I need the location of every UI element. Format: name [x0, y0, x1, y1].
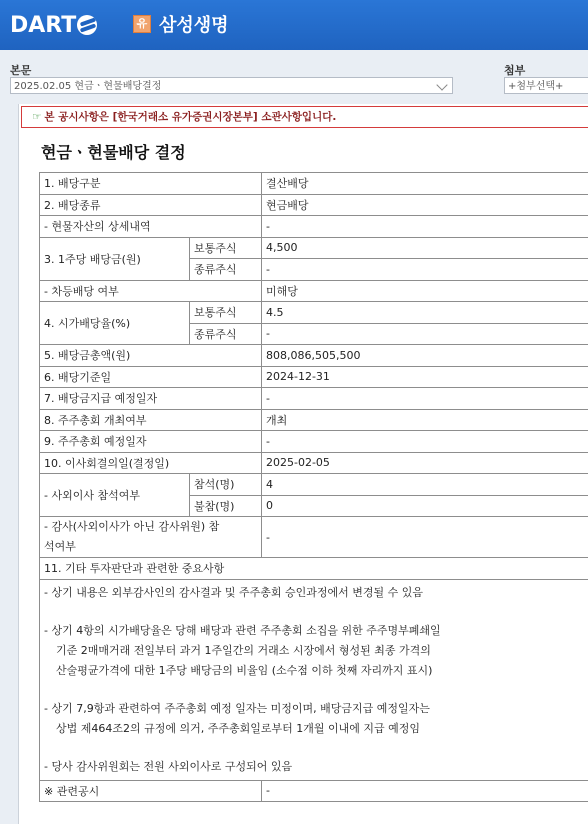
- row-value: -: [262, 323, 588, 345]
- row-sublabel: 보통주식: [190, 237, 262, 259]
- row-label: - 현물자산의 상세내역: [40, 216, 262, 238]
- row-label-line: - 감사(사외이사가 아닌 감사위원) 참: [44, 517, 257, 537]
- row-label: 10. 이사회결의일(결정일): [40, 452, 262, 474]
- attach-select[interactable]: [504, 77, 588, 94]
- attach-select-value: +첨부선택+: [508, 81, 563, 92]
- company-name[interactable]: 삼성생명: [159, 11, 229, 37]
- row-value: 0: [262, 495, 588, 517]
- body-select[interactable]: [10, 77, 453, 94]
- dart-globe-icon: [77, 15, 97, 35]
- dart-logo[interactable]: [10, 13, 97, 37]
- row-value: -: [262, 517, 588, 558]
- row-value: 4: [262, 474, 588, 496]
- note-line: 상법 제464조2의 규정에 의거, 주주총회일로부터 1개월 이내에 지급 예정임: [44, 719, 586, 739]
- row-label: 2. 배당종류: [40, 194, 262, 216]
- row-label: 5. 배당금총액(원): [40, 345, 262, 367]
- row-value: -: [262, 431, 588, 453]
- notes-cell: [40, 579, 588, 780]
- row-value: 4.5: [262, 302, 588, 324]
- row-value: 808,086,505,500: [262, 345, 588, 367]
- table-row: [40, 366, 588, 388]
- row-value: 결산배당: [262, 173, 588, 195]
- table-row: [40, 173, 588, 195]
- note-line: - 상기 7,9항과 관련하여 주주총회 예정 일자는 미정이며, 배당금지급 예정일자는: [44, 699, 586, 719]
- pointing-hand-icon: ☞: [32, 111, 41, 123]
- row-label: 8. 주주총회 개최여부: [40, 409, 262, 431]
- row-sublabel: 참석(명): [190, 474, 262, 496]
- attach-label: 첨부: [504, 62, 525, 78]
- table-row: [40, 579, 588, 780]
- row-value: -: [262, 780, 588, 802]
- note-line: 산술평균가격에 대한 1주당 배당금의 비율임 (소수점 이하 첫째 자리까지 표시): [44, 661, 586, 681]
- table-row: [40, 194, 588, 216]
- body-select-value: 2025.02.05 현금ㆍ현물배당결정: [14, 81, 161, 92]
- top-header-bar: [0, 0, 588, 50]
- table-row: [40, 216, 588, 238]
- note-line: 기준 2매매거래 전일부터 과거 1주일간의 거래소 시장에서 형성된 최종 가격의: [44, 641, 586, 661]
- row-label: 11. 기타 투자판단과 관련한 중요사항: [40, 558, 588, 580]
- table-row: [40, 431, 588, 453]
- row-value: 미해당: [262, 280, 588, 302]
- row-label: 1. 배당구분: [40, 173, 262, 195]
- table-row: [40, 302, 588, 324]
- table-row: [40, 409, 588, 431]
- row-sublabel: 보통주식: [190, 302, 262, 324]
- dividend-table: [39, 172, 588, 802]
- row-value: -: [262, 216, 588, 238]
- table-row: [40, 780, 588, 802]
- note-line: - 당사 감사위원회는 전원 사외이사로 구성되어 있음: [44, 757, 586, 777]
- row-label: 6. 배당기준일: [40, 366, 262, 388]
- row-value: 개최: [262, 409, 588, 431]
- note-line: - 상기 4항의 시가배당율은 당해 배당과 관련 주주총회 소집을 위한 주주명부폐쇄일: [44, 621, 586, 641]
- row-value: -: [262, 388, 588, 410]
- row-value: -: [262, 259, 588, 281]
- row-label: ※ 관련공시: [40, 780, 262, 802]
- table-row: [40, 517, 588, 558]
- row-label: 9. 주주총회 예정일자: [40, 431, 262, 453]
- table-row: [40, 280, 588, 302]
- row-label: - 사외이사 참석여부: [40, 474, 190, 517]
- table-row: [40, 558, 588, 580]
- table-row: [40, 237, 588, 259]
- note-line: - 상기 내용은 외부감사인의 감사결과 및 주주총회 승인과정에서 변경될 수 있음: [44, 583, 586, 603]
- row-label: 3. 1주당 배당금(원): [40, 237, 190, 280]
- table-row: [40, 345, 588, 367]
- row-sublabel: 종류주식: [190, 259, 262, 281]
- row-sublabel: 불참(명): [190, 495, 262, 517]
- row-sublabel: 종류주식: [190, 323, 262, 345]
- disclosure-document: [18, 104, 588, 824]
- row-value: 2025-02-05: [262, 452, 588, 474]
- row-label-line: 석여부: [44, 537, 257, 557]
- market-badge-icon: 유: [133, 15, 151, 33]
- page-title: 현금ㆍ현물배당 결정: [41, 140, 186, 163]
- row-value: 현금배당: [262, 194, 588, 216]
- row-label: - 차등배당 여부: [40, 280, 262, 302]
- row-label: 4. 시가배당율(%): [40, 302, 190, 345]
- company-header: [133, 11, 229, 37]
- table-row: [40, 452, 588, 474]
- row-value: 4,500: [262, 237, 588, 259]
- chevron-down-icon: [436, 79, 447, 90]
- logo-text: DART: [10, 13, 76, 38]
- table-row: [40, 388, 588, 410]
- row-label: [40, 517, 262, 558]
- row-value: 2024-12-31: [262, 366, 588, 388]
- notice-banner: [21, 106, 588, 128]
- table-row: [40, 474, 588, 496]
- body-label: 본문: [10, 62, 31, 78]
- notice-text: 본 공시사항은 [한국거래소 유가증권시장본부] 소관사항입니다.: [44, 111, 336, 123]
- row-label: 7. 배당금지급 예정일자: [40, 388, 262, 410]
